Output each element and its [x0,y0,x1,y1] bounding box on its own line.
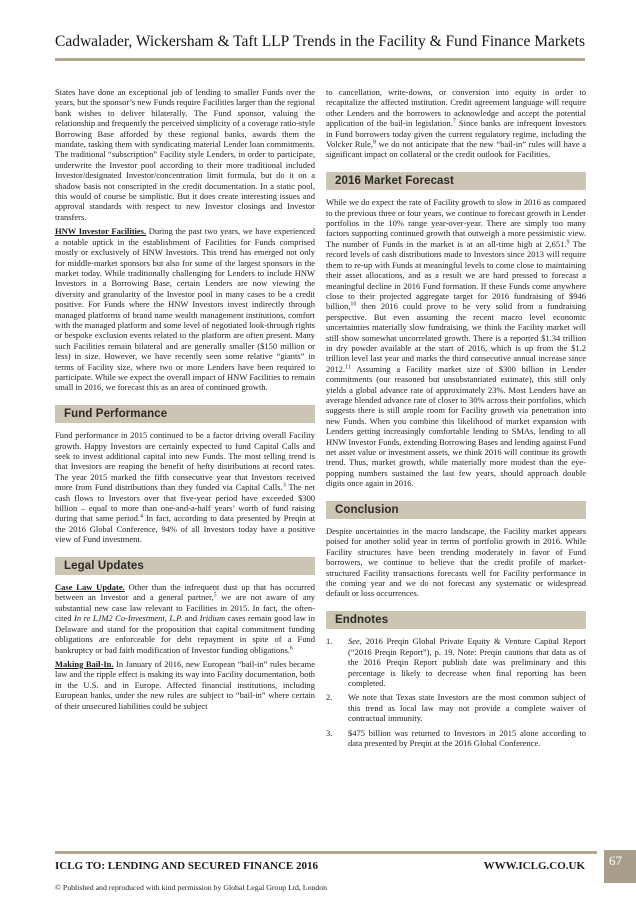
endnote-text: $475 billion was returned to Investors in 2015 alone according to data presented by Preqin at the 2016 Global Conference. [348,727,586,748]
para-regional-bank-lending: States have done an exceptional job of lending to smaller Funds over the years, but the sponsor’s new Funds require Facilities larger than the regional bank wishes to deliver bilaterally. The Fund sponsor, valuing the relationship and frequently the perceived simplicity of a coverage ratio-style Borrowing Base afforded by these regional banks, awards them the mandate, tasking them with syndicating material Lender loan commitments. The traditional “subscription” Facility style Lenders, in order to participate, underwrite the Investor pool according to their more traditional included Investor/designated Investor/concentration limit formula, but do it on a shadow basis not conscripted in the credit documentation. In a static pool, this would of course be simplistic. But it does create interesting issues and approval standards with respect to new Investor closings and Investor transfers. [55,87,315,222]
endnote-text: See, 2016 Preqin Global Private Equity & Venture Capital Report (“2016 Preqin Report”), p. 19. Note: Preqin cautions that data as of the 2016 Preqin Report publish date was preliminary and this percentage is likely to decrease when final reporting has been completed. [348,636,586,688]
page-header [55,33,585,51]
para-hnw-investor-facilities: HNW Investor Facilities. During the past two years, we have experienced a notable uptick in the establishment of Facilities for Funds comprised mostly or exclusively of HNW Investors. This trend has emerged not only for middle-market sponsors but also for some of the largest sponsors in the market today. While traditionally challenging for Lenders to include HNW Investors in a Borrowing Base, certain Lenders are now viewing the diversity and granularity of the Investor pool in many cases to be a credit positive. For Funds where the HNW Investors invest indirectly through managed platforms of brand name wealth management institutions, comfort with the managed platform and some level of negotiated look-through rights or bespoke exclusion events related to the platform are often present. Many such Facilities remain bilateral and are generally smaller ($150 million or less) in size. However, we have recently seen some relative “giants” in terms of Facility size, where two or more Lenders have been required to participate. While we expect the overall impact of HNW Facilities to remain small in 2016, we forecast this as an area of continued growth. [55,226,315,393]
footer-journal-title: ICLG TO: LENDING AND SECURED FINANCE 2016 [55,860,319,872]
footer-website: WWW.ICLG.CO.UK [483,860,585,872]
footer-rule [55,851,597,854]
endnote-number: 3. [326,727,333,738]
heading-2016-market-forecast: 2016 Market Forecast [326,172,586,190]
para-making-bail-in: Making Bail-In. In January of 2016, new European “bail-in” rules became law and the ripple effect is making its way into Facility documentation, both in the U.S. and in Europe. Affected financial institutions, including European banks, under the new rules are subject to “bail-in” where certain of their unsecured liabilities could be subject [55,658,315,711]
heading-conclusion: Conclusion [326,501,586,519]
right-column [326,87,586,752]
firm-name: Cadwalader, Wickersham & Taft LLP [55,33,290,50]
heading-legal-updates: Legal Updates [55,557,315,575]
endnote-text: We note that Texas state Investors are the most common subject of this trend as local law may not provide a complete waiver of contractual immunity. [348,692,586,724]
heading-endnotes: Endnotes [326,611,586,629]
heading-fund-performance: Fund Performance [55,405,315,423]
endnote-1 [326,636,586,688]
para-case-law-update: Case Law Update. Other than the infrequent dust up that has occurred between an Investor and a general partner,$^5$ we are not aware of any substantial new case law relevant to Facilities in 2015. In fact, the often-cited In re LJM2 Co-Investment, L.P. and Iridium cases remain good law in Delaware and stand for the proposition that capital commitment funding obligations are enforceable for debt repayment in spite of a Fund bankruptcy or bad faith modification of Investor funding obligations.$^6$ [55,582,315,655]
endnote-3 [326,728,586,749]
para-fund-performance: Fund performance in 2015 continued to be a factor driving overall Facility growth. Happy Investors are certainly expected to fund Capital Calls and seek to invest additional capital into new Funds. The most telling trend is that Investors are reaping the benefit of hefty distributions at record rates. The year 2015 marked the fifth consecutive year that Investors received more from Fund distributions than they funded via Capital Calls.$^3$ The net cash flows to Investors over that five-year period have exceeded $300 billion – equal to more than one-and-a-half years’ worth of fund raising during that same period.$^4$ In fact, according to data presented by Preqin at the 2016 Global Conference, 94% of all Investors today have a positive view of Fund investment. [55,430,315,545]
copyright-line: © Published and reproduced with kind permission by Global Legal Group Ltd, London [55,883,328,892]
left-column [55,87,315,715]
para-conclusion: Despite uncertainties in the macro landscape, the Facility market appears poised for another solid year in terms of portfolio growth in 2016. While Facility structures have been trending moderately in favor of Fund borrowers, we continue to believe that the credit profile of market-structured Facility transactions forecasts well for Facility performance in the coming year and we do not forecast any systematic or widespread default or loss occurrences. [326,526,586,599]
para-market-forecast: While we do expect the rate of Facility growth to slow in 2016 as compared to the previous three or four years, we continue to forecast growth in Lender portfolios in the 10% range year-over-year. There are simply too many factors supporting continued growth that outweigh a more pessimistic view. The number of Funds in the market is at an all-time high at 2,651.$^9$ The record levels of cash distributions made to Investors since 2013 will require them to re-up with Funds at meaningful levels to come close to maintaining their asset allocations, and as a result we are hard pressed to forecast a meaningful decline in 2016 Fund formation. If these Funds come anywhere close to their projected aggregate target for 2016 fundraising of $946 billion,$^{10}$ then 2016 could prove to be very solid from a fundraising perspective. But even assuming the recent macro level economic uncertainties materially slow fundraising, we think the Facility market will still show somewhat uncorrelated growth. There is a reported $1.34 trillion in dry powder available at the start of 2016, which is up from the $1.2 trillion level last year and marks the third consecutive annual increase since 2012.11 Assuming a Facility market size of $300 billion in Lender commitments (our reasoned but unsubstantiated estimate), this still only yields a global advance rate of approximately 23%. Most Lenders have an average blended advance rate of closer to 30% across their portfolios, which suggests there is still ample room for Facility growth via penetration into new Funds. When you combine this likelihood of market expansion with Lenders getting increasingly comfortable lending to SMAs, lending to all HNW Investor Funds, extending Borrowing Bases and lending against Fund net asset value or investment assets, we think 2016 will continue its growth trend. Thus, market growth, while materially more modest than the eye-popping numbers sustained the last few years, should approach double digits once again in 2016. [326,197,587,489]
page-number-badge: 67 [604,850,636,883]
page-footer [55,860,585,872]
endnote-2 [326,692,586,723]
header-rule [55,58,585,61]
endnote-number: 1. [326,636,333,647]
para-bail-in-continued: to cancellation, write-downs, or conversion into equity in order to recapitalize the affected institution. Credit agreement language will require other Lenders and the borrowers to acknowledge and accept the potential application of the bail-in legislation.$^7$ Since banks are infrequent Investors in Fund borrowers today given the current regulatory regime, including the Volcker Rule,$^8$ we do not anticipate that the new “bail-in” rules will have a significant impact on collateral or the credit outlook for Facilities. [326,87,586,160]
endnote-number: 2. [326,692,333,703]
article-title: Trends in the Facility & Fund Finance Markets [293,33,585,50]
